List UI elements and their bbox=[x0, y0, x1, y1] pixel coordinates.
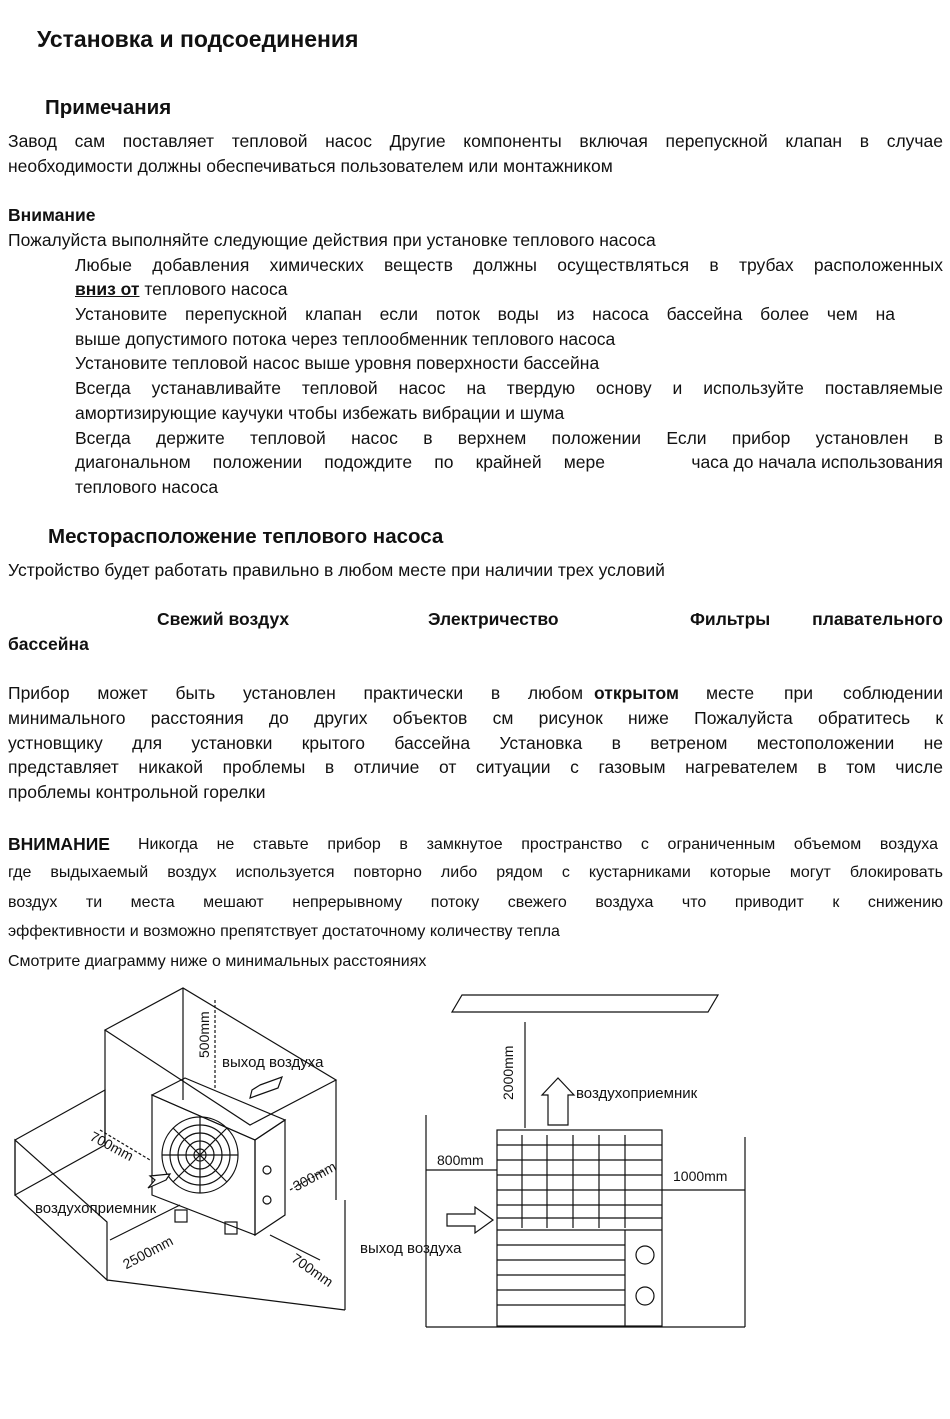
attention-item-1-line-1: Любые добавления химических веществ должны осуществляться в трубах расположенных bbox=[75, 255, 943, 275]
attention-intro: Пожалуйста выполняйте следующие действия при установке теплового насоса bbox=[8, 230, 656, 250]
page-title: Установка и подсоединения bbox=[37, 26, 359, 52]
attention-item-5-line-1: Всегда держите тепловой насос в верхнем положении Если прибор установлен в bbox=[75, 428, 943, 448]
warning-line-4: эффективности и возможно препятствует достаточному количеству тепла bbox=[8, 923, 560, 940]
attention-item-5-line-2a: диагональном положении подождите по крайней мере bbox=[75, 452, 605, 472]
notes-line-2: необходимости должны обеспечиваться пользователем или монтажником bbox=[8, 156, 613, 176]
notes-heading: Примечания bbox=[45, 96, 172, 119]
condition-electricity: Электричество bbox=[428, 609, 559, 629]
attention-item-4-line-1: Всегда устанавливайте тепловой насос на твердую основу и используйте поставляемые bbox=[75, 378, 943, 398]
warning-line-1: Никогда не ставьте прибор в замкнутое пространство с ограниченным объемом воздуха bbox=[138, 836, 938, 853]
warning-line-2: где выдыхаемый воздух используется повторно либо рядом с кустарниками которые могут блокировать bbox=[8, 864, 943, 881]
dim-1000: 1000mm bbox=[673, 1168, 728, 1184]
location-intro: Устройство будет работать правильно в любом месте при наличии трех условий bbox=[8, 560, 665, 580]
condition-fresh-air: Свежий воздух bbox=[157, 609, 290, 629]
attention-item-5-line-2b: часа до начала использования bbox=[691, 452, 943, 472]
attention-heading: Внимание bbox=[8, 205, 96, 225]
dim-2000: 2000mm bbox=[500, 1045, 516, 1100]
dim-2500: 2500mm bbox=[120, 1232, 176, 1273]
attention-item-5-line-3: теплового насоса bbox=[75, 477, 219, 497]
dim-800: 800mm bbox=[437, 1152, 484, 1168]
dim-300: 300mm bbox=[290, 1158, 339, 1195]
warning-line-5: Смотрите диаграмму ниже о минимальных расстояниях bbox=[8, 953, 427, 970]
right-air-out-label: выход воздуха bbox=[360, 1240, 462, 1257]
heat-pump-unit bbox=[152, 1078, 285, 1235]
dim-700-left: 700mm bbox=[87, 1128, 137, 1165]
left-air-out-label: выход воздуха bbox=[222, 1054, 324, 1071]
overhead-obstacle bbox=[452, 995, 718, 1012]
location-heading: Месторасположение теплового насоса bbox=[48, 525, 444, 548]
location-para-bold: открытом bbox=[594, 683, 679, 703]
location-para-line-1b: месте при соблюдении bbox=[706, 683, 943, 703]
attention-item-2-line-1: Установите перепускной клапан если поток воды из насоса бассейна более чем на bbox=[75, 304, 895, 324]
dim-500: 500mm bbox=[196, 1011, 212, 1058]
up-arrow bbox=[542, 1078, 574, 1125]
right-arrow bbox=[447, 1207, 493, 1233]
attention-item-1-bold: вниз от bbox=[75, 279, 140, 299]
condition-pool-filters-cont: бассейна bbox=[8, 634, 89, 654]
attention-item-1-rest: теплового насоса bbox=[144, 279, 288, 299]
location-para-line-4: представляет никакой проблемы в отличие от ситуации с газовым нагревателем в том числе bbox=[8, 757, 943, 777]
attention-item-4-line-2: амортизирующие каучуки чтобы избежать вибрации и шума bbox=[75, 403, 565, 423]
location-para-line-1a: Прибор может быть установлен практически в любом bbox=[8, 683, 583, 703]
warning-label: ВНИМАНИЕ bbox=[8, 834, 110, 854]
right-air-in-label: воздухоприемник bbox=[576, 1085, 698, 1102]
warning-line-3: воздух ти места мешают непрерывному потоку свежего воздуха что приводит к снижению bbox=[8, 894, 943, 911]
attention-item-2-line-2: выше допустимого потока через теплообменник теплового насоса bbox=[75, 329, 616, 349]
location-para-line-2: минимального расстояния до других объектов см рисунок ниже Пожалуйста обратитесь к bbox=[8, 708, 943, 728]
attention-item-3: Установите тепловой насос выше уровня поверхности бассейна bbox=[75, 353, 600, 373]
dim-700-right: 700mm bbox=[288, 1250, 337, 1290]
heat-pump-unit-front bbox=[497, 1130, 662, 1326]
left-air-in-label: воздухоприемник bbox=[35, 1200, 157, 1217]
notes-line-1: Завод сам поставляет тепловой насос Другие компоненты включая перепускной клапан в случае bbox=[8, 131, 943, 151]
location-para-line-5: проблемы контрольной горелки bbox=[8, 782, 266, 802]
condition-pool-filters: Фильтры плавательного bbox=[690, 609, 943, 629]
location-para-line-3: устновщику для установки крытого бассейна Установка в ветреном местоположении не bbox=[8, 733, 943, 753]
